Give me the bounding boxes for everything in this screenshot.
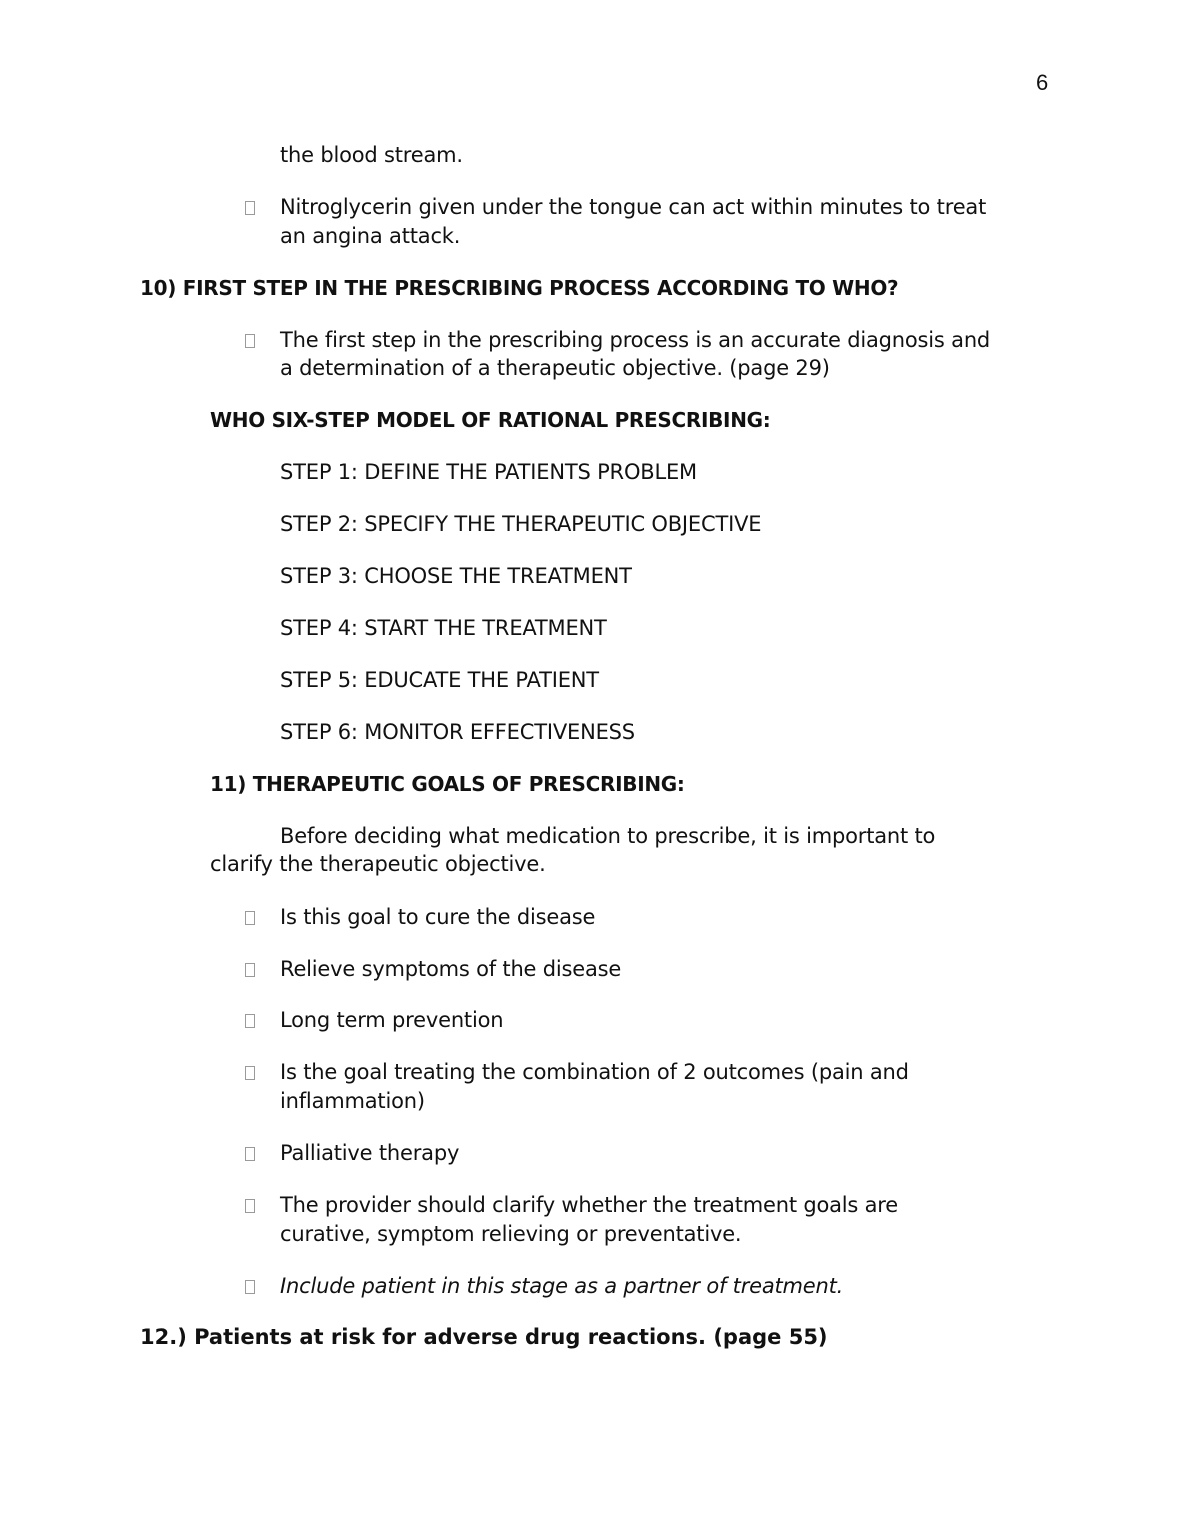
goal-bullet-2: Relieve symptoms of the disease <box>280 957 622 981</box>
goal-bullet-4-line1: Is the goal treating the combination of 2 outcomes (pain and <box>280 1060 909 1084</box>
section10-bullet-line2: a determination of a therapeutic objective. (page 29) <box>280 356 830 380</box>
bullet-box-icon <box>245 1147 255 1161</box>
nitro-bullet-line1: Nitroglycerin given under the tongue can act within minutes to treat <box>280 195 987 219</box>
bullet-box-icon <box>245 963 255 977</box>
who-step-1: STEP 1: DEFINE THE PATIENTS PROBLEM <box>280 460 697 484</box>
who-step-3: STEP 3: CHOOSE THE TREATMENT <box>280 564 632 588</box>
who-step-5: STEP 5: EDUCATE THE PATIENT <box>280 668 599 692</box>
who-step-4: STEP 4: START THE TREATMENT <box>280 616 607 640</box>
goal-bullet-5: Palliative therapy <box>280 1141 460 1165</box>
goal-bullet-4-line2: inflammation) <box>280 1089 425 1113</box>
section11-intro-line1: Before deciding what medication to prescribe, it is important to <box>280 824 936 848</box>
section10-bullet-line1: The first step in the prescribing process is an accurate diagnosis and <box>280 328 991 352</box>
goal-bullet-7: Include patient in this stage as a partner of treatment. <box>280 1274 844 1298</box>
nitro-bullet-line2: an angina attack. <box>280 224 461 248</box>
section12-heading: 12.) Patients at risk for adverse drug reactions. (page 55) <box>140 1325 828 1349</box>
bullet-box-icon <box>245 334 255 348</box>
section11-heading: 11) THERAPEUTIC GOALS OF PRESCRIBING: <box>210 772 685 796</box>
who-step-6: STEP 6: MONITOR EFFECTIVENESS <box>280 720 635 744</box>
goal-bullet-3: Long term prevention <box>280 1008 504 1032</box>
bullet-box-icon <box>245 911 255 925</box>
bullet-box-icon <box>245 1280 255 1294</box>
who-step-2: STEP 2: SPECIFY THE THERAPEUTIC OBJECTIVE <box>280 512 762 536</box>
section11-intro-line2: clarify the therapeutic objective. <box>210 852 546 876</box>
page-number: 6 <box>1036 70 1049 95</box>
bullet-box-icon <box>245 201 255 215</box>
goal-bullet-6-line2: curative, symptom relieving or preventative. <box>280 1222 742 1246</box>
who-model-heading: WHO SIX-STEP MODEL OF RATIONAL PRESCRIBING: <box>210 408 771 432</box>
section10-heading: 10) FIRST STEP IN THE PRESCRIBING PROCESS ACCORDING TO WHO? <box>140 276 899 300</box>
bullet-box-icon <box>245 1066 255 1080</box>
goal-bullet-6-line1: The provider should clarify whether the treatment goals are <box>280 1193 898 1217</box>
continuation-text: the blood stream. <box>280 143 463 167</box>
bullet-box-icon <box>245 1014 255 1028</box>
goal-bullet-1: Is this goal to cure the disease <box>280 905 596 929</box>
bullet-box-icon <box>245 1199 255 1213</box>
